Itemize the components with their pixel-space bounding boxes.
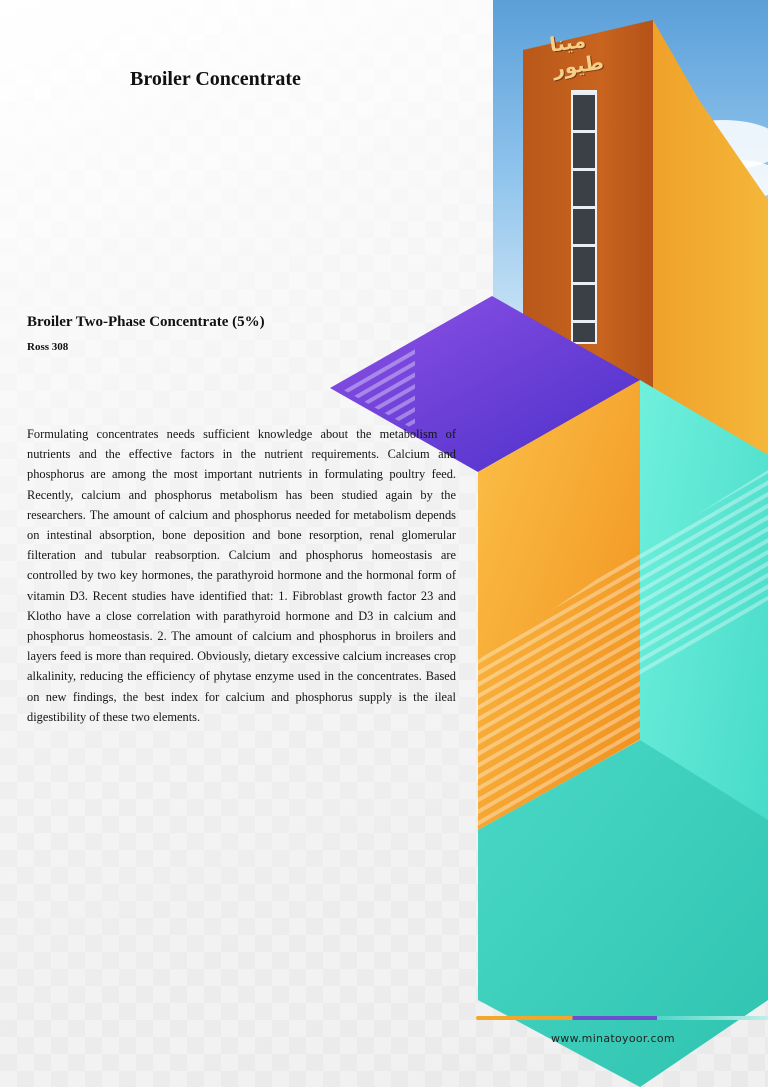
- product-name: Broiler Two-Phase Concentrate (5%): [27, 314, 265, 330]
- building-sign-logo: مینا طیور: [548, 28, 606, 81]
- website-link[interactable]: www.minatoyoor.com: [551, 1032, 675, 1045]
- product-strain: Ross 308: [27, 341, 69, 353]
- body-paragraph: Formulating concentrates needs sufficient knowledge about the metabolism of nutrients and the effective factors in the nutrient requirements. Calcium and phosphorus are among the most important nutrients in formulating poultry feed. Recently, calcium and phosphorus metabolism has been studied again by the researchers. The amount of calcium and phosphorus needed for metabolism depends on intestinal absorption, bone deposition and bone resorption, renal glomerular filteration and tubular reabsorption. Calcium and phosphorus homeostasis are controlled by two key hormones, the parathyroid hormone and the hormonal form of vitamin D3. Recent studies have identified that: 1. Fibroblast growth factor 23 and Klotho have a close correlation with parathyroid hormone and D3 in calcium and phosphorus homeostasis. 2. The amount of calcium and phosphorus in broilers and layers feed is more than required. Obviously, dietary excessive calcium increases crop alkalinity, reducing the efficiency of phytase enzyme used in the concentrates. Based on new findings, the best index for calcium and phosphorus supply is the ileal digestibility of these two elements.: [27, 427, 456, 724]
- page-title: Broiler Concentrate: [130, 68, 301, 90]
- purple-stripes: [340, 345, 415, 430]
- footer-color-rule: [476, 1016, 768, 1020]
